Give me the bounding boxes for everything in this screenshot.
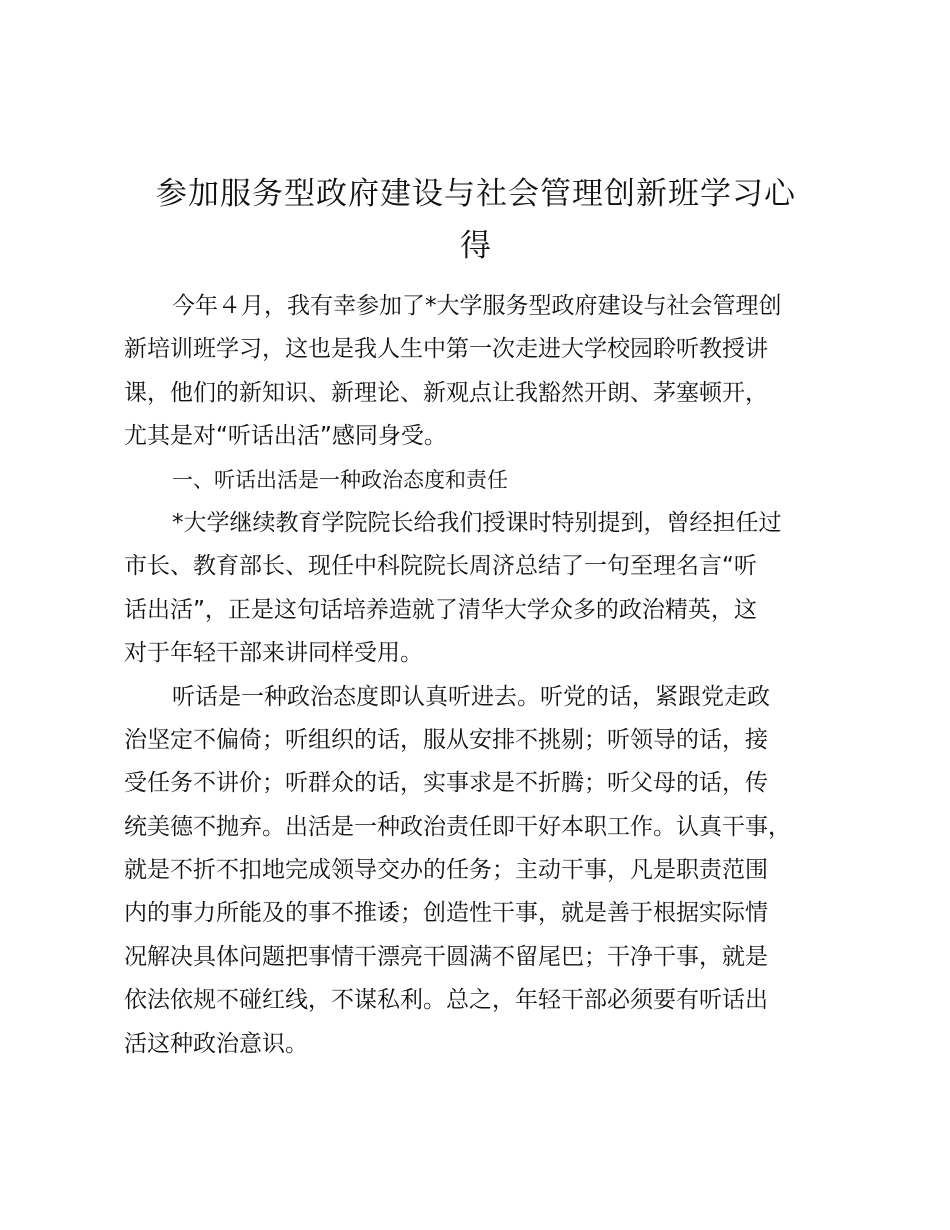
- paragraph-quote: [124, 502, 836, 676]
- text-line: 新培训班学习，这也是我人生中第一次走进大学校园聆听教授讲: [124, 336, 768, 363]
- title-line: 得: [460, 228, 492, 264]
- paragraph-intro: [124, 285, 836, 459]
- text-line: 市长、教育部长、现任中科院院长周济总结了一句至理名言“听: [124, 553, 757, 580]
- paragraph-explanation: [124, 676, 836, 1067]
- text-line: 尤其是对“听话出活”感同身受。: [124, 423, 447, 450]
- section-heading: [124, 459, 836, 502]
- text-line: 话出活”，正是这句话培养造就了清华大学众多的政治精英，这: [124, 596, 757, 623]
- title-line: 参加服务型政府建设与社会管理创新班学习心: [156, 176, 796, 212]
- text-line: 课，他们的新知识、新理论、新观点让我豁然开朗、茅塞顿开，: [124, 379, 768, 406]
- text-line: 内的事力所能及的事不推诿；创造性干事，就是善于根据实际情: [124, 900, 768, 927]
- text-line: 受任务不讲价；听群众的话，实事求是不折腾；听父母的话，传: [124, 770, 768, 797]
- heading-line: 一、听话出活是一种政治态度和责任: [172, 467, 508, 492]
- text-line: 就是不折不扣地完成领导交办的任务；主动干事，凡是职责范围: [124, 857, 768, 884]
- text-line: 治坚定不偏倚；听组织的话，服从安排不挑剔；听领导的话，接: [124, 726, 768, 753]
- text-line: 今年４月，我有幸参加了*大学服务型政府建设与社会管理创: [172, 293, 782, 319]
- text-line: 况解决具体问题把事情干漂亮干圆满不留尾巴；干净干事，就是: [124, 943, 768, 970]
- text-line: 统美德不抛弃。出活是一种政治责任即干好本职工作。认真干事，: [124, 813, 791, 840]
- text-line: 听话是一种政治态度即认真听进去。听党的话，紧跟党走政: [172, 683, 770, 710]
- text-line: 依法依规不碰红线，不谋私利。总之，年轻干部必须要有听话出: [124, 987, 768, 1014]
- document-body: [124, 285, 836, 1066]
- text-line: 对于年轻干部来讲同样受用。: [124, 640, 423, 667]
- document-title: [120, 168, 832, 272]
- text-line: *大学继续教育学院院长给我们授课时特别提到，曾经担任过: [172, 509, 782, 536]
- text-line: 活这种政治意识。: [124, 1030, 308, 1057]
